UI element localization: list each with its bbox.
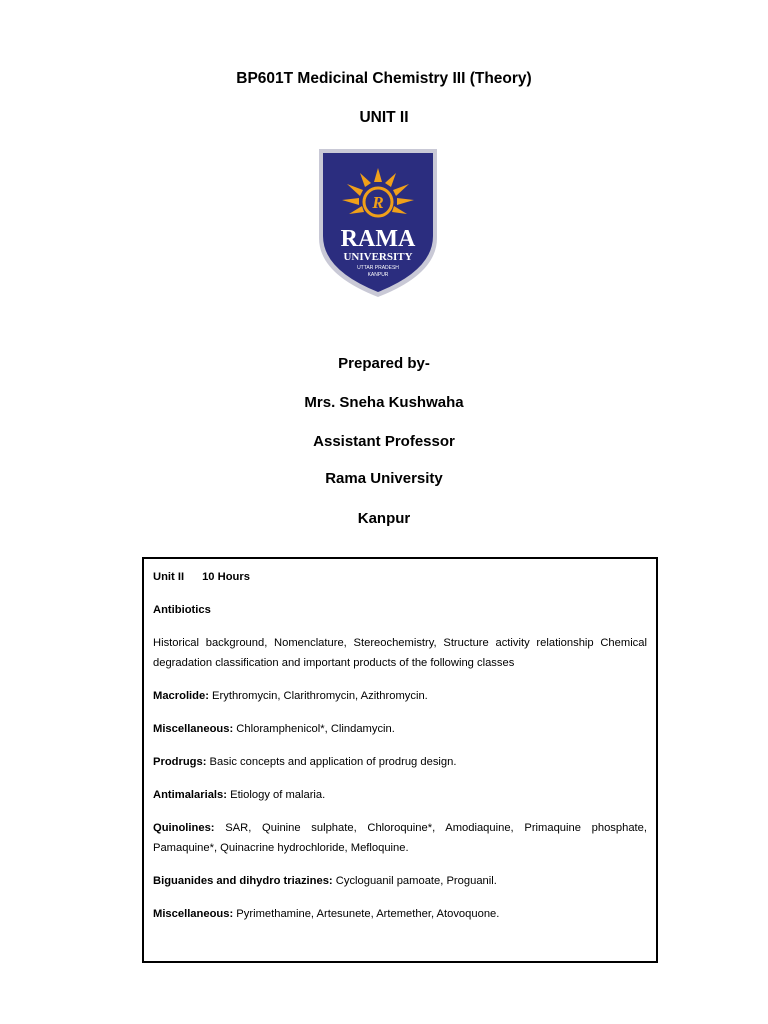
- svg-text:UTTAR PRADESH: UTTAR PRADESH: [357, 265, 399, 271]
- author-designation: Assistant Professor: [313, 433, 455, 450]
- syllabus-intro: Historical background, Nomenclature, Stereochemistry, Structure activity relationship Chemical degradation classification and important products of the following classes: [153, 637, 647, 669]
- syllabus-item: [153, 719, 647, 739]
- syllabus-item-label: Antimalarials:: [153, 789, 227, 801]
- syllabus-item-text: Chloramphenicol*, Clindamycin.: [233, 723, 395, 735]
- svg-text:KANPUR: KANPUR: [367, 272, 389, 278]
- syllabus-item-text: Etiology of malaria.: [227, 789, 326, 801]
- svg-text:RAMA: RAMA: [340, 226, 416, 252]
- syllabus-item-text: SAR, Quinine sulphate, Chloroquine*, Amodiaquine, Primaquine phosphate, Pamaquine*, Quinacrine hydrochloride, Mefloquine.: [153, 822, 647, 854]
- syllabus-box: [142, 557, 658, 963]
- svg-text:UNIVERSITY: UNIVERSITY: [343, 251, 413, 263]
- syllabus-item-text: Cycloguanil pamoate, Proguanil.: [332, 875, 497, 887]
- syllabus-item: [153, 785, 647, 805]
- document-title: BP601T Medicinal Chemistry III (Theory): [236, 70, 532, 87]
- syllabus-item: [153, 904, 647, 924]
- syllabus-item: [153, 752, 647, 772]
- syllabus-item: [153, 871, 647, 891]
- syllabus-heading: Antibiotics: [153, 604, 211, 616]
- author-institution: Rama University: [325, 470, 443, 487]
- unit-hours-line: [153, 567, 647, 587]
- syllabus-item: [153, 818, 647, 858]
- syllabus-item-label: Miscellaneous:: [153, 908, 234, 920]
- syllabus-unit: Unit II: [153, 571, 185, 583]
- university-logo: [316, 146, 440, 300]
- svg-text:R: R: [372, 193, 384, 212]
- syllabus-item-label: Miscellaneous:: [153, 723, 234, 735]
- prepared-by-label: Prepared by-: [338, 355, 430, 372]
- syllabus-item-text: Basic concepts and application of prodrug design.: [206, 756, 457, 768]
- rama-university-crest-icon: [316, 146, 440, 300]
- author-city: Kanpur: [357, 510, 411, 527]
- syllabus-item-label: Macrolide:: [153, 690, 209, 702]
- syllabus-hours: 10 Hours: [202, 571, 250, 583]
- author-name: Mrs. Sneha Kushwaha: [304, 394, 464, 411]
- syllabus-item: [153, 686, 647, 706]
- syllabus-item-text: Pyrimethamine, Artesunete, Artemether, Atovoquone.: [233, 908, 500, 920]
- syllabus-item-label: Biguanides and dihydro triazines:: [153, 875, 333, 887]
- syllabus-item-text: Erythromycin, Clarithromycin, Azithromycin.: [208, 690, 428, 702]
- syllabus-item-label: Prodrugs:: [153, 756, 207, 768]
- unit-heading: UNIT II: [359, 109, 409, 126]
- syllabus-item-label: Quinolines:: [153, 822, 215, 834]
